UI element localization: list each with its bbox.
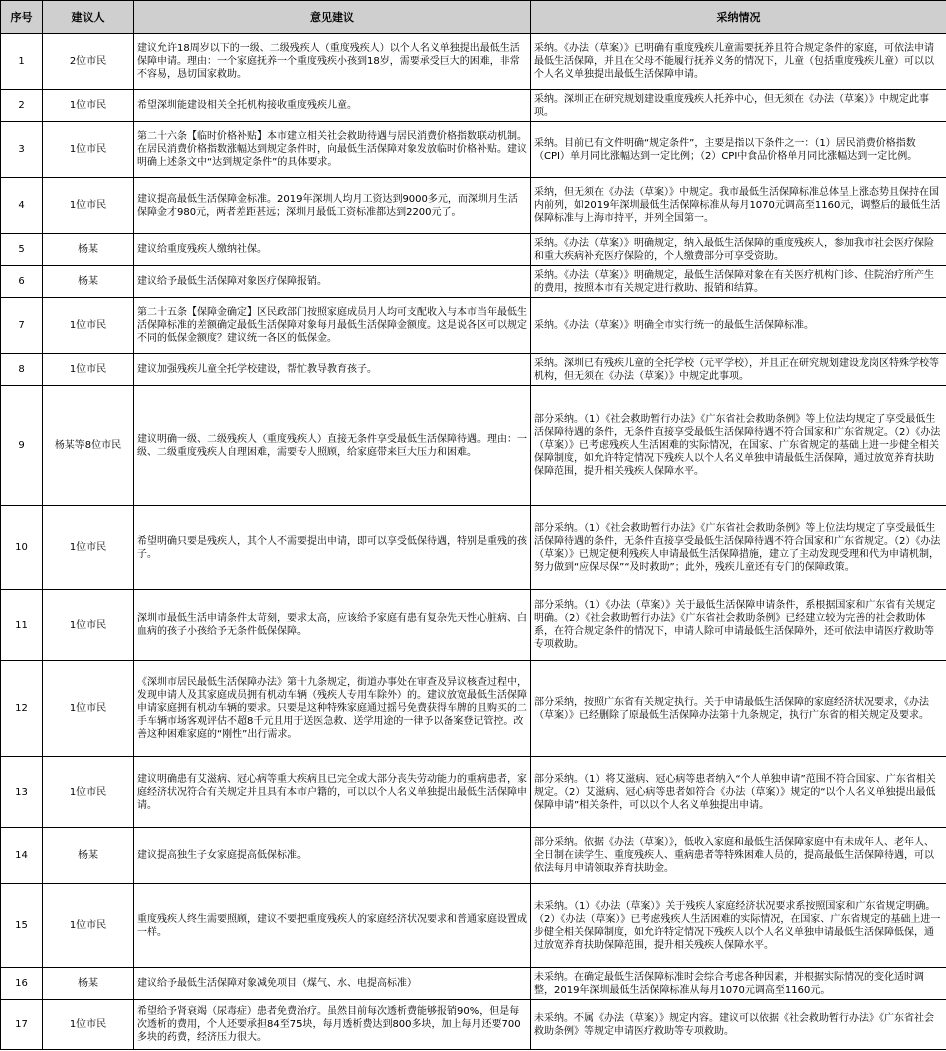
row-number: 1 — [1, 34, 43, 90]
row-opinion: 深圳市最低生活申请条件太苛刻，要求太高，应该给予家庭有患有复杂先天性心脏病、白血病的孩子小孩给予无条件低保保障。 — [134, 590, 531, 661]
table-row — [1, 298, 946, 354]
row-proposer: 1位市民 — [43, 178, 134, 234]
row-proposer: 1位市民 — [43, 90, 134, 122]
table-row — [1, 661, 946, 757]
row-adoption: 未采纳。不属《办法（草案）》规定内容。建议可以依据《社会救助暂行办法》《广东省社会救助条例》等规定申请医疗救助等专项救助。 — [531, 1000, 946, 1050]
table-row — [1, 266, 946, 298]
row-opinion: 建议给予最低生活保障对象减免项目（煤气、水、电提高标准） — [134, 968, 531, 1000]
row-number: 13 — [1, 757, 43, 828]
row-opinion: 建议加强残疾儿童全托学校建设，帮忙教导教育孩子。 — [134, 354, 531, 386]
row-number: 12 — [1, 661, 43, 757]
row-number: 7 — [1, 298, 43, 354]
row-proposer: 1位市民 — [43, 298, 134, 354]
table-row — [1, 354, 946, 386]
row-proposer: 1位市民 — [43, 1000, 134, 1050]
row-number: 4 — [1, 178, 43, 234]
row-number: 17 — [1, 1000, 43, 1050]
row-opinion: 第二十六条【临时价格补贴】本市建立相关社会救助待遇与居民消费价格指数联动机制。在居民消费价格指数涨幅达到规定条件时，向最低生活保障对象发放临时价格补贴。建议明确上述条文中“达到规定条件”的具体要求。 — [134, 122, 531, 178]
row-adoption: 未采纳。（1）《办法（草案）》关于残疾人家庭经济状况要求系按照国家和广东省规定明确。（2）《办法（草案）》已考虑残疾人生活困难的实际情况，在国家、广东省规定的基础上进一步健全相关保障制度，如允许特定情况下残疾人以个人名义单独申请最低生活保障低保，通过放宽养育扶助保障范围，提升相关残疾人保障水平。 — [531, 884, 946, 968]
header-opinion: 意见建议 — [134, 1, 531, 34]
row-number: 2 — [1, 90, 43, 122]
row-proposer: 1位市民 — [43, 354, 134, 386]
row-number: 11 — [1, 590, 43, 661]
row-opinion: 建议给重度残疾人缴纳社保。 — [134, 234, 531, 266]
row-adoption: 未采纳。在确定最低生活保障标准时会综合考虑各种因素，并根据实际情况的变化适时调整，2019年深圳最低生活保障标准从每月1070元调高至1160元。 — [531, 968, 946, 1000]
row-proposer: 杨某 — [43, 828, 134, 884]
row-opinion: 建议给予最低生活保障对象医疗保障报销。 — [134, 266, 531, 298]
row-opinion: 建议提高最低生活保障金标准。2019年深圳人均月工资达到9000多元，而深圳月生活保障金才980元，两者差距甚远；深圳月最低工资标准都达到2200元了。 — [134, 178, 531, 234]
row-number: 6 — [1, 266, 43, 298]
table-row — [1, 1000, 946, 1050]
row-proposer: 杨某 — [43, 266, 134, 298]
row-opinion: 希望深圳能建设相关全托机构接收重度残疾儿童。 — [134, 90, 531, 122]
header-no: 序号 — [1, 1, 43, 34]
row-opinion: 《深圳市居民最低生活保障办法》第十九条规定，街道办事处在审查及异议核查过程中，发现申请人及其家庭成员拥有机动车辆（残疾人专用车除外）的。建议放宽最低生活保障申请家庭拥有机动车辆的要求。只要是这种特殊家庭通过摇号免费获得车牌的且购买的二手车辆市场客观评估不超8千元且用于送医急救、送学用途的一律予以备案登记管控。改善这种困难家庭的“刚性”出行需求。 — [134, 661, 531, 757]
table-row — [1, 757, 946, 828]
row-number: 5 — [1, 234, 43, 266]
row-opinion: 希望明确只要是残疾人，其个人不需要提出申请，即可以享受低保待遇，特别是重残的孩子。 — [134, 506, 531, 590]
row-number: 16 — [1, 968, 43, 1000]
row-proposer: 杨某 — [43, 968, 134, 1000]
row-number: 8 — [1, 354, 43, 386]
row-adoption: 部分采纳。（1）《办法（草案）》关于最低生活保障申请条件，系根据国家和广东省有关规定明确。（2）《社会救助暂行办法》《广东省社会救助条例》已经建立较为完善的社会救助体系，在符合规定条件的情况下，申请人除可申请最低生活保障外，还可依法申请医疗救助等专项救助。 — [531, 590, 946, 661]
table-row — [1, 968, 946, 1000]
row-adoption: 部分采纳。（1）《社会救助暂行办法》《广东省社会救助条例》等上位法均规定了享受最低生活保障待遇的条件，无条件直接享受最低生活保障待遇不符合国家和广东省规定。（2）《办法（草案）》已规定便利残疾人申请最低生活保障措施，建立了主动发现受理和代为申请机制，努力做到“应保尽保”“及时救助”；此外，残疾儿童还有专门的保障政策。 — [531, 506, 946, 590]
row-opinion: 建议明确患有艾滋病、冠心病等重大疾病且已完全或大部分丧失劳动能力的重病患者，家庭经济状况符合有关规定并且具有本市户籍的，可以以个人名义单独提出最低生活保障申请。 — [134, 757, 531, 828]
row-number: 10 — [1, 506, 43, 590]
table-row — [1, 506, 946, 590]
row-adoption: 部分采纳，按照广东省有关规定执行。关于申请最低生活保障的家庭经济状况要求，《办法（草案）》已经删除了原最低生活保障办法第十九条规定，执行广东省的相关规定及要求。 — [531, 661, 946, 757]
row-adoption: 采纳。目前已有文件明确“规定条件”，主要是指以下条件之一：（1）居民消费价格指数（CPI）单月同比涨幅达到一定比例；（2）CPI中食品价格单月同比涨幅达到一定比例。 — [531, 122, 946, 178]
header-proposer: 建议人 — [43, 1, 134, 34]
row-proposer: 1位市民 — [43, 757, 134, 828]
row-proposer: 1位市民 — [43, 506, 134, 590]
row-adoption: 采纳。《办法（草案）》明确全市实行统一的最低生活保障标准。 — [531, 298, 946, 354]
row-proposer: 1位市民 — [43, 661, 134, 757]
row-opinion: 建议提高独生子女家庭提高低保标准。 — [134, 828, 531, 884]
row-adoption: 采纳，但无须在《办法（草案）》中规定。我市最低生活保障标准总体呈上涨态势且保持在国内前列，如2019年深圳最低生活保障标准从每月1070元调高至1160元，调整后的最低生活保障标准与上海市持平，并列全国第一。 — [531, 178, 946, 234]
row-adoption: 采纳。《办法（草案）》明确规定，纳入最低生活保障的重度残疾人，参加我市社会医疗保险和重大疾病补充医疗保险的，个人缴费部分可享受资助。 — [531, 234, 946, 266]
table-row — [1, 178, 946, 234]
table-row — [1, 34, 946, 90]
header-adoption: 采纳情况 — [531, 1, 946, 34]
row-proposer: 杨某等8位市民 — [43, 386, 134, 506]
row-adoption: 采纳。《办法（草案）》明确规定，最低生活保障对象在有关医疗机构门诊、住院治疗所产生的费用，按照本市有关规定进行救助、报销和结算。 — [531, 266, 946, 298]
row-adoption: 采纳。《办法（草案）》已明确有重度残疾儿童需要抚养且符合规定条件的家庭，可依法申请最低生活保障，并且在父母不能履行抚养义务的情况下，儿童（包括重度残疾儿童）可以以个人名义单独提出最低生活保障申请。 — [531, 34, 946, 90]
table-row — [1, 590, 946, 661]
row-number: 15 — [1, 884, 43, 968]
row-number: 9 — [1, 386, 43, 506]
row-adoption: 采纳。深圳正在研究规划建设重度残疾人托养中心，但无须在《办法（草案）》中规定此事项。 — [531, 90, 946, 122]
row-proposer: 1位市民 — [43, 884, 134, 968]
row-opinion: 重度残疾人终生需要照顾，建议不要把重度残疾人的家庭经济状况要求和普通家庭设置成一样。 — [134, 884, 531, 968]
row-opinion: 建议允许18周岁以下的一级、二级残疾人（重度残疾人）以个人名义单独提出最低生活保障申请。理由：一个家庭抚养一个重度残疾小孩到18岁，需要承受巨大的困难，非常不容易，恳切国家救助。 — [134, 34, 531, 90]
row-adoption: 部分采纳。依据《办法（草案）》，低收入家庭和最低生活保障家庭中有未成年人、老年人、全日制在读学生、重度残疾人、重病患者等特殊困难人员的，提高最低生活保障待遇，可以依法每月申请领取养育扶助金。 — [531, 828, 946, 884]
table-row — [1, 122, 946, 178]
row-number: 3 — [1, 122, 43, 178]
table-row — [1, 828, 946, 884]
row-opinion: 希望给予肾衰竭（尿毒症）患者免费治疗。虽然目前每次透析费能够报销90%，但是每次透析的费用，个人还要承担84至75块，每月透析费达到800多块，加上每月还要700多块的药费，经济压力很大。 — [134, 1000, 531, 1050]
row-proposer: 1位市民 — [43, 590, 134, 661]
row-adoption: 部分采纳。（1）《社会救助暂行办法》《广东省社会救助条例》等上位法均规定了享受最低生活保障待遇的条件，无条件直接享受最低生活保障待遇不符合国家和广东省规定。（2）《办法（草案）》已考虑残疾人生活困难的实际情况，在国家、广东省规定的基础上进一步健全相关保障制度，如允许特定情况下残疾人以个人名义单独申请最低生活保障，通过放宽养育扶助保障范围，提升相关残疾人保障水平。 — [531, 386, 946, 506]
row-proposer: 杨某 — [43, 234, 134, 266]
row-opinion: 第二十五条【保障金确定】区民政部门按照家庭成员月人均可支配收入与本市当年最低生活保障标准的差额确定最低生活保障对象每月最低生活保障金额度。这是说各区可以规定不同的低保金额度？建议统一各区的低保金。 — [134, 298, 531, 354]
row-number: 14 — [1, 828, 43, 884]
row-proposer: 2位市民 — [43, 34, 134, 90]
row-adoption: 部分采纳。（1）将艾滋病、冠心病等患者纳入“个人单独申请”范围不符合国家、广东省相关规定。（2）艾滋病、冠心病等患者如符合《办法（草案）》规定的“以个人名义单独提出最低保障申请”相关条件，可以以个人名义单独提出申请。 — [531, 757, 946, 828]
table-row — [1, 386, 946, 506]
row-opinion: 建议明确一级、二级残疾人（重度残疾人）直接无条件享受最低生活保障待遇。理由：一级、二级重度残疾人自理困难，需要专人照顾，给家庭带来巨大压力和困难。 — [134, 386, 531, 506]
row-adoption: 采纳。深圳已有残疾儿童的全托学校（元平学校），并且正在研究规划建设龙岗区特殊学校等机构，但无须在《办法（草案）》中规定此事项。 — [531, 354, 946, 386]
table-header-row — [1, 1, 946, 34]
table-row — [1, 90, 946, 122]
table-row — [1, 884, 946, 968]
table-row — [1, 234, 946, 266]
row-proposer: 1位市民 — [43, 122, 134, 178]
